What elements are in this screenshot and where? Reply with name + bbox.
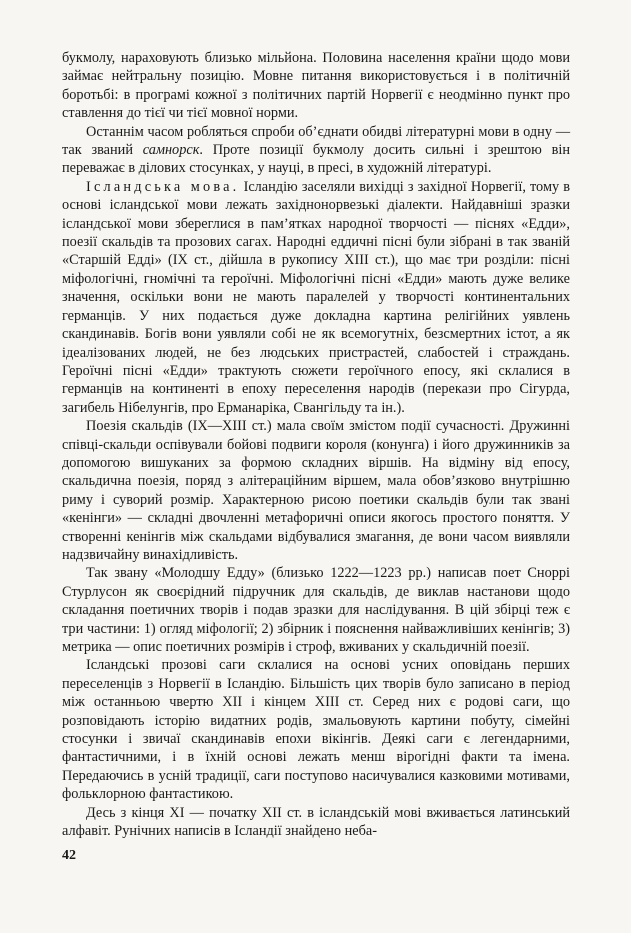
section-heading-icelandic: Ісландська мова. (86, 178, 240, 195)
body-text (62, 49, 570, 840)
paragraph-2-end: . Проте позиції букмолу досить сильні і зрештою він переважає в ділових стосунках, у науці, в пресі, в художній літературі. (62, 142, 570, 177)
paragraph-3 (62, 178, 570, 417)
paragraph-3-body: Ісландію заселяли вихідці з західної Норвегії, тому в основі ісландської мови лежать західнонорвезькі діалекти. Найдавніші зразки ісландської мови збереглися в пам’ятках народної творчості — піснях «Едди», поезії скальдів та прозових сагах. Народні еддичні пісні були зібрані в так званій «Старшій Едді» (IX ст., дійшла в рукопису XIII ст.), що має три розділи: пісні міфологічні, гномічні та героїчні. Міфологічні пісні «Едди» мають дуже велике значення, оскільки вони не мають паралелей у творчості континентальних германців. У них подається дуже докладна картина релігійних уявлень скандинавів. Богів вони уявляли собі не як всемогутніх, безсмертних істот, а як ідеалізованих людей, не без людських пристрастей, слабостей і страждань. Героїчні пісні «Едди» трактують сюжети героїчного епосу, які склалися в германців на континенті в епоху переселення народів (перекази про Сігурда, загибель Нібелунгів, про Ерманаріка, Свангільду та ін.). (62, 178, 570, 416)
paragraph-7: Десь з кінця XI — початку XII ст. в ісландській мові вживається латинський алфавіт. Рунічних написів в Ісландії знайдено неба- (62, 804, 570, 840)
page-number: 42 (62, 848, 76, 863)
paragraph-5: Так звану «Молодшу Едду» (близько 1222—1223 рр.) написав поет Сноррі Стурлусон як своєрідний підручник для скальдів, де виклав настанови щодо складання поетичних творів і подав зразки для наслідування. В цій збірці теж є три частини: 1) огляд міфології; 2) збірник і пояснення найважливіших кенінгів; 3) метрика — опис поетичних розмірів і строф, вживаних у скальдичній поезії. (62, 565, 570, 655)
paragraph-2 (62, 123, 570, 178)
paragraph-1: букмолу, нараховують близько мільйона. Половина населення країни щодо мови займає нейтральну позицію. Мовне питання використовується і в політичній боротьбі: в програмі кожної з політичних партій Норвегії є неодмінно пункт про ставлення до тієї чи тієї мовної норми. (62, 50, 570, 122)
term-samnorsk: самнорск (142, 142, 200, 159)
paragraph-2-start: Останнім часом робляться спроби об’єднати обидві літературні мови в одну — так званий (62, 123, 570, 159)
paragraph-6: Ісландські прозові саги склалися на основі усних оповідань перших переселенців з Норвегії в Ісландію. Більшість цих творів було записано в період між останньою чвертю XII і кінцем XIII ст. Серед них є родові саги, що розповідають історію видатних родів, змальовують картини побуту, сімейні стосунки і звичаї скандинавів епохи вікінгів. Деякі саги є легендарними, фантастичними, і в їхній основі лежать менш вірогідні факти та імена. Передаючись в усній традиції, саги поступово насичувалися казковими мотивами, фольклорною фантастикою. (62, 657, 570, 803)
paragraph-4: Поезія скальдів (IX—XIII ст.) мала своїм змістом події сучасності. Дружинні співці-скальди оспівували бойові подвиги короля (конунга) і його дружинників за допомогою вишуканих за формою складних віршів. На відміну від епосу, скальдична поезія, поряд з алітераційним віршем, мала обов’язково внутрішню риму і суворий розмір. Характерною рисою поетики скальдів були так звані «кенінги» — складні двочленні метафоричні описи якогось простого поняття. У створенні кенінгів між скальдами відбувалися змагання, де вони часом виявляли надзвичайну винахідливість. (62, 418, 570, 563)
